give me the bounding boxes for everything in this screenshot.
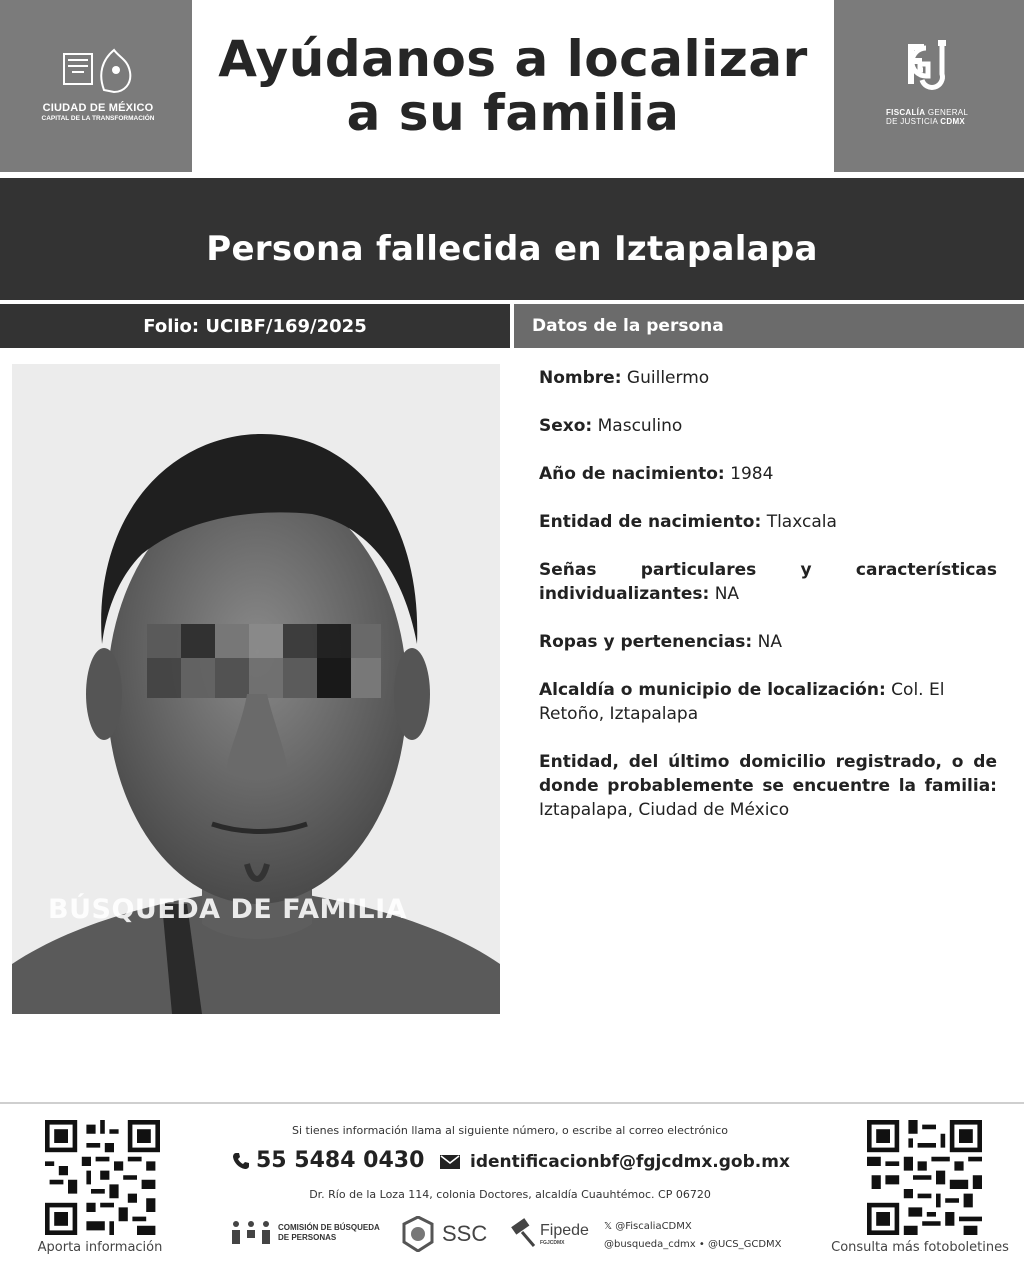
footer-email-address: identificacionbf@fgjcdmx.gob.mx [470,1152,790,1172]
phone-icon [232,1152,250,1170]
field-entidad-nacimiento [539,510,997,534]
cdmx-logo [28,44,168,122]
photo-watermark: BÚSQUEDA DE FAMILIA [48,894,408,925]
cdmx-logo-line2: CAPITAL DE LA TRANSFORMACIÓN [41,115,155,122]
footer-info: Si tienes información llama al siguiente número, o escribe al correo electrónico [291,1124,729,1137]
cbp-mark-icon [232,1220,270,1246]
datos-header-label: Datos de la persona [532,316,724,336]
field-sexo [539,414,997,438]
field-nombre [539,366,997,390]
field-label: Ropas y pertenencias: [539,632,753,652]
headline [192,0,834,172]
fipede-sub: FGJCDMX [540,1240,565,1246]
fgj-logo-line2 [874,117,984,126]
qr-code-icon[interactable] [867,1120,982,1235]
fgj-logo-line1-b: GENERAL [927,108,969,117]
footer-phone[interactable] [232,1148,424,1173]
subtitle: Persona fallecida en Iztapalapa [206,229,818,269]
field-value: Iztapalapa, Ciudad de México [539,800,790,820]
person-details [539,366,997,846]
field-value: Masculino [597,416,683,436]
fipede-name: Fipede [540,1222,589,1239]
folio-number: Folio: UCIBF/169/2025 [143,315,367,337]
fgj-logo-line1 [874,108,984,117]
field-value: Guillermo [626,368,710,388]
cbp-text [278,1223,380,1243]
person-photo [12,364,500,1014]
field-entidad-domicilio [539,750,997,822]
headline-line1: Ayúdanos a localizar [218,30,808,88]
social-handles [604,1218,782,1254]
field-label: Año de nacimiento: [539,464,725,484]
field-value: Tlaxcala [766,512,837,532]
footer-email[interactable] [440,1152,790,1172]
qr-left-caption: Aporta información [37,1240,163,1255]
field-value: Col. El Retoño, Iztapalapa [539,680,945,724]
x-icon: 𝕏 [604,1221,613,1232]
qr-code-icon[interactable] [45,1120,160,1235]
footer-address: Dr. Río de la Loza 114, colonia Doctores, alcaldía Cuauhtémoc. CP 06720 [309,1188,711,1201]
field-value: 1984 [730,464,774,484]
fgj-logo-line2-b: CDMX [940,117,966,126]
cbp-logo [232,1220,380,1246]
field-label: Entidad de nacimiento: [539,512,762,532]
field-anio-nacimiento [539,462,997,486]
qr-right-caption: Consulta más fotoboletines [831,1240,1009,1255]
social-x[interactable] [604,1218,782,1236]
datos-header [514,304,1024,348]
ssc-logo [402,1216,487,1252]
fgj-logo [874,40,984,126]
field-alcaldia [539,678,997,726]
footer-divider [0,1102,1024,1104]
field-ropas [539,630,997,654]
field-label: Señas particulares y características individualizantes: [539,560,997,604]
field-label: Alcaldía o municipio de localización: [539,680,886,700]
cdmx-crest-icon [58,44,138,98]
field-senas-particulares [539,558,997,606]
cdmx-logo-line1: CIUDAD DE MÉXICO [42,102,154,114]
fipede-gavel-icon [508,1218,538,1248]
cbp-line2: DE PERSONAS [278,1233,337,1242]
fgj-logo-line1-a: FISCALÍA [886,108,926,117]
fipede-logo [508,1218,589,1248]
cbp-line1: COMISIÓN DE BÚSQUEDA [278,1223,380,1232]
ssc-text: SSC [442,1221,488,1246]
cdmx-logo-panel [0,0,192,172]
mail-icon [440,1155,460,1169]
field-label: Entidad, del último domicilio registrado, o de donde probablemente se encuentre la familia: [539,752,997,796]
fgj-logo-line2-a: DE JUSTICIA [886,117,938,126]
fgj-monogram-icon [902,40,956,102]
fipede-text [540,1220,589,1246]
headline-line2: a su familia [346,84,680,142]
field-label: Sexo: [539,416,593,436]
social-x-handle: @FiscaliaCDMX [615,1221,692,1232]
subtitle-bar [0,178,1024,300]
field-value: NA [714,584,740,604]
field-value: NA [757,632,782,652]
folio-bar [0,304,510,348]
social-other[interactable]: @busqueda_cdmx • @UCS_GCDMX [604,1239,782,1250]
field-label: Nombre: [539,368,622,388]
ssc-badge-icon [402,1216,434,1252]
fgj-logo-panel [834,0,1024,172]
footer-phone-number: 55 5484 0430 [256,1148,425,1173]
